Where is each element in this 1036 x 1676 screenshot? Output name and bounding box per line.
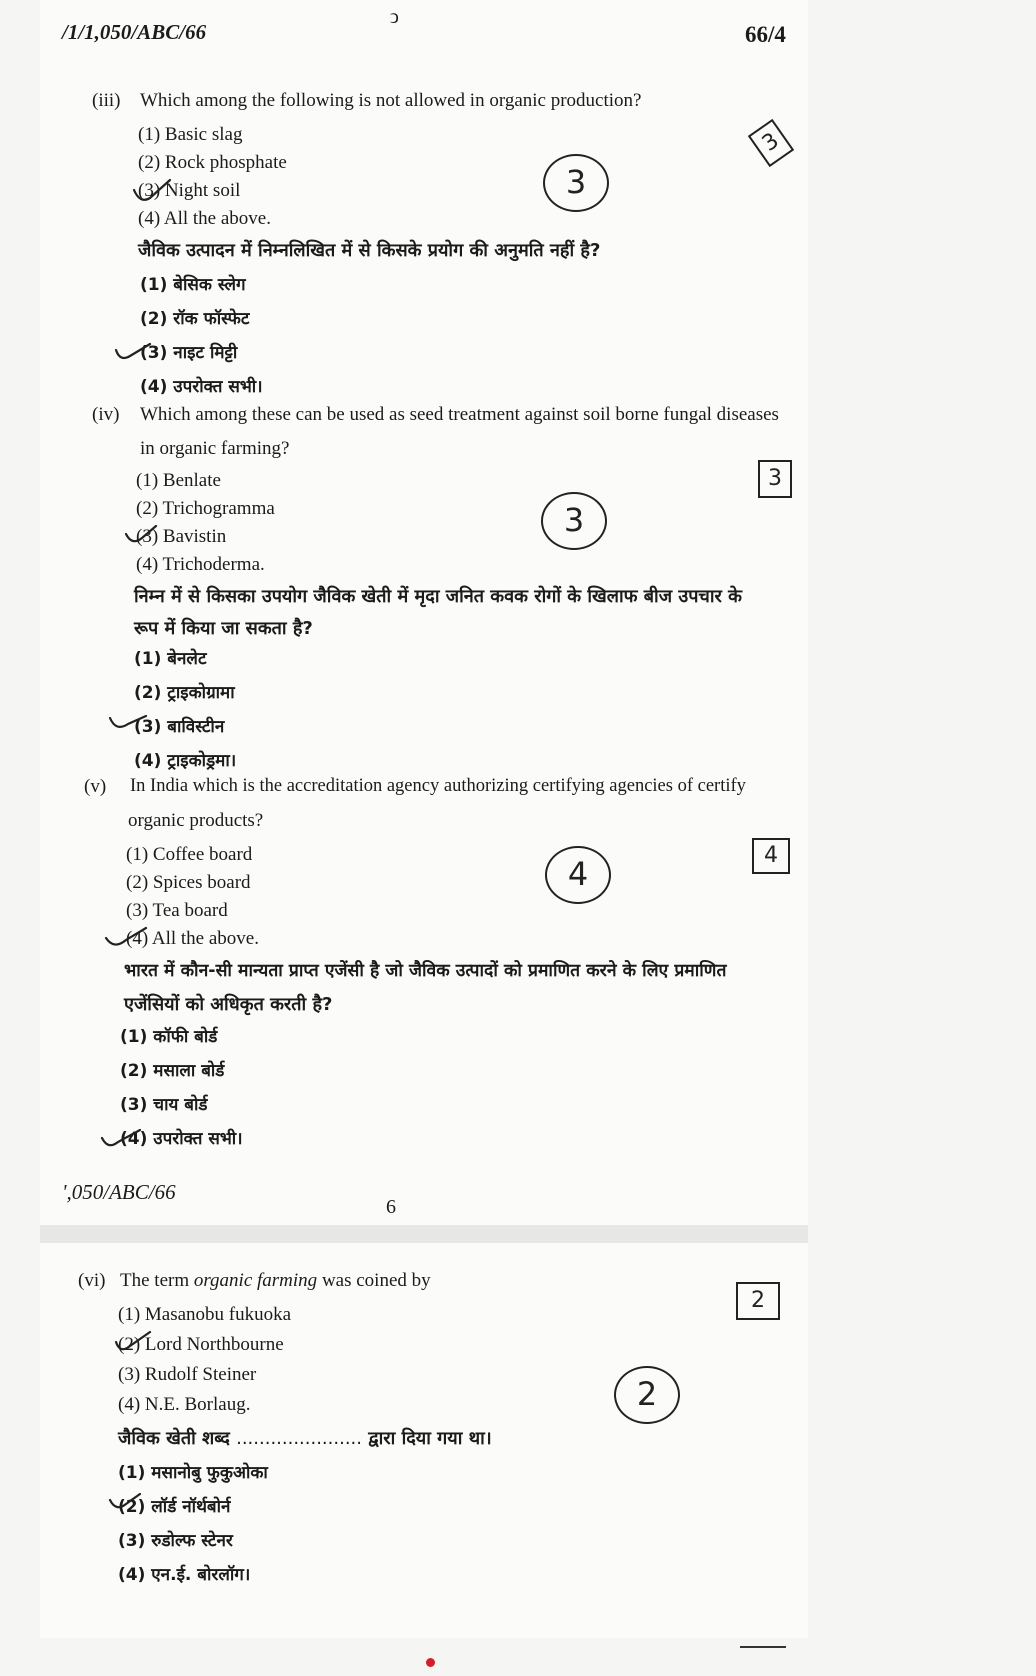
boxed-answer: 2 — [736, 1282, 780, 1320]
option: (1) Masanobu fukuoka — [118, 1304, 292, 1325]
option: (4) N.E. Borlaug. — [118, 1394, 251, 1415]
paper-code: /1/1,050/ABC/66 — [62, 20, 207, 44]
hindi-option: (1) बेसिक स्लेग — [140, 275, 246, 295]
question-text: organic products? — [128, 810, 264, 831]
circled-answer: 4 — [545, 846, 611, 904]
hindi-question-text: जैविक उत्पादन में निम्नलिखित में से किसके प्रयोग की अनुमति नहीं है? — [138, 240, 601, 261]
hindi-option: (4) उपरोक्त सभी। — [140, 377, 263, 397]
circled-answer: 3 — [543, 154, 609, 212]
question-text: The term organic farming was coined by — [120, 1270, 431, 1291]
question-text: Which among these can be used as seed treatment against soil borne fungal diseases — [140, 404, 779, 425]
option: (2) Lord Northbourne — [118, 1334, 284, 1355]
hindi-option: (3) रुडोल्फ स्टेनर — [118, 1531, 233, 1551]
question-number: (iii) — [92, 90, 121, 111]
question-number: (iv) — [92, 404, 120, 425]
option: (3) Tea board — [126, 900, 228, 921]
bottom-rule — [740, 1646, 786, 1648]
hindi-option: (2) लॉर्ड नॉर्थबोर्न — [118, 1497, 231, 1517]
option: (1) Benlate — [136, 470, 221, 491]
question-text: Which among the following is not allowed in organic production? — [140, 90, 642, 111]
option: (1) Basic slag — [138, 124, 243, 145]
footer-paper-code: ',050/ABC/66 — [62, 1180, 176, 1204]
option: (4) Trichoderma. — [136, 554, 265, 575]
hindi-question-text: रूप में किया जा सकता है? — [134, 618, 313, 639]
hindi-option: (2) रॉक फॉस्फेट — [140, 309, 250, 329]
option: (4) All the above. — [126, 928, 259, 949]
top-mark: ↄ — [390, 6, 399, 28]
boxed-answer: 3 — [748, 119, 794, 167]
option: (2) Trichogramma — [136, 498, 275, 519]
hindi-option: (4) ट्राइकोड्रमा। — [134, 751, 237, 771]
question-number: (v) — [84, 776, 107, 797]
boxed-answer: 3 — [758, 460, 792, 498]
boxed-answer: 4 — [752, 838, 790, 874]
option: (1) Coffee board — [126, 844, 253, 865]
paper-number: 66/4 — [745, 22, 786, 47]
option: (4) All the above. — [138, 208, 271, 229]
question-text: in organic farming? — [140, 438, 290, 459]
hindi-option: (1) बेनलेट — [134, 649, 207, 669]
hindi-option: (2) मसाला बोर्ड — [120, 1061, 225, 1081]
option: (3) Rudolf Steiner — [118, 1364, 257, 1385]
option: (3) Night soil — [138, 180, 241, 201]
page-number: 6 — [386, 1196, 396, 1218]
hindi-question-text: एजेंसियों को अधिकृत करती है? — [124, 994, 333, 1015]
option: (3) Bavistin — [136, 526, 227, 547]
hindi-option: (3) नाइट मिट्टी — [140, 343, 238, 363]
hindi-option: (3) चाय बोर्ड — [120, 1095, 208, 1115]
red-dot — [426, 1658, 435, 1667]
hindi-option: (1) मसानोबु फुकुओका — [118, 1463, 268, 1483]
hindi-option: (1) कॉफी बोर्ड — [120, 1027, 218, 1047]
option: (2) Spices board — [126, 872, 251, 893]
question-number: (vi) — [78, 1270, 106, 1291]
hindi-option: (3) बाविस्टीन — [134, 717, 225, 737]
hindi-option: (4) उपरोक्त सभी। — [120, 1129, 243, 1149]
hindi-question-text: भारत में कौन-सी मान्यता प्राप्त एजेंसी है जो जैविक उत्पादों को प्रमाणित करने के लिए प्रमाणित — [124, 961, 727, 981]
hindi-question-text: जैविक खेती शब्द ...................... द्वारा दिया गया था। — [118, 1428, 492, 1449]
question-text: In India which is the accreditation agency authorizing certifying agencies of certify — [130, 776, 746, 796]
hindi-option: (2) ट्राइकोग्रामा — [134, 683, 235, 703]
hindi-question-text: निम्न में से किसका उपयोग जैविक खेती में मृदा जनित कवक रोगों के खिलाफ बीज उपचार के — [134, 586, 742, 607]
hindi-option: (4) एन.ई. बोरलॉग। — [118, 1565, 251, 1585]
circled-answer: 3 — [541, 492, 607, 550]
circled-answer: 2 — [614, 1366, 680, 1424]
option: (2) Rock phosphate — [138, 152, 287, 173]
